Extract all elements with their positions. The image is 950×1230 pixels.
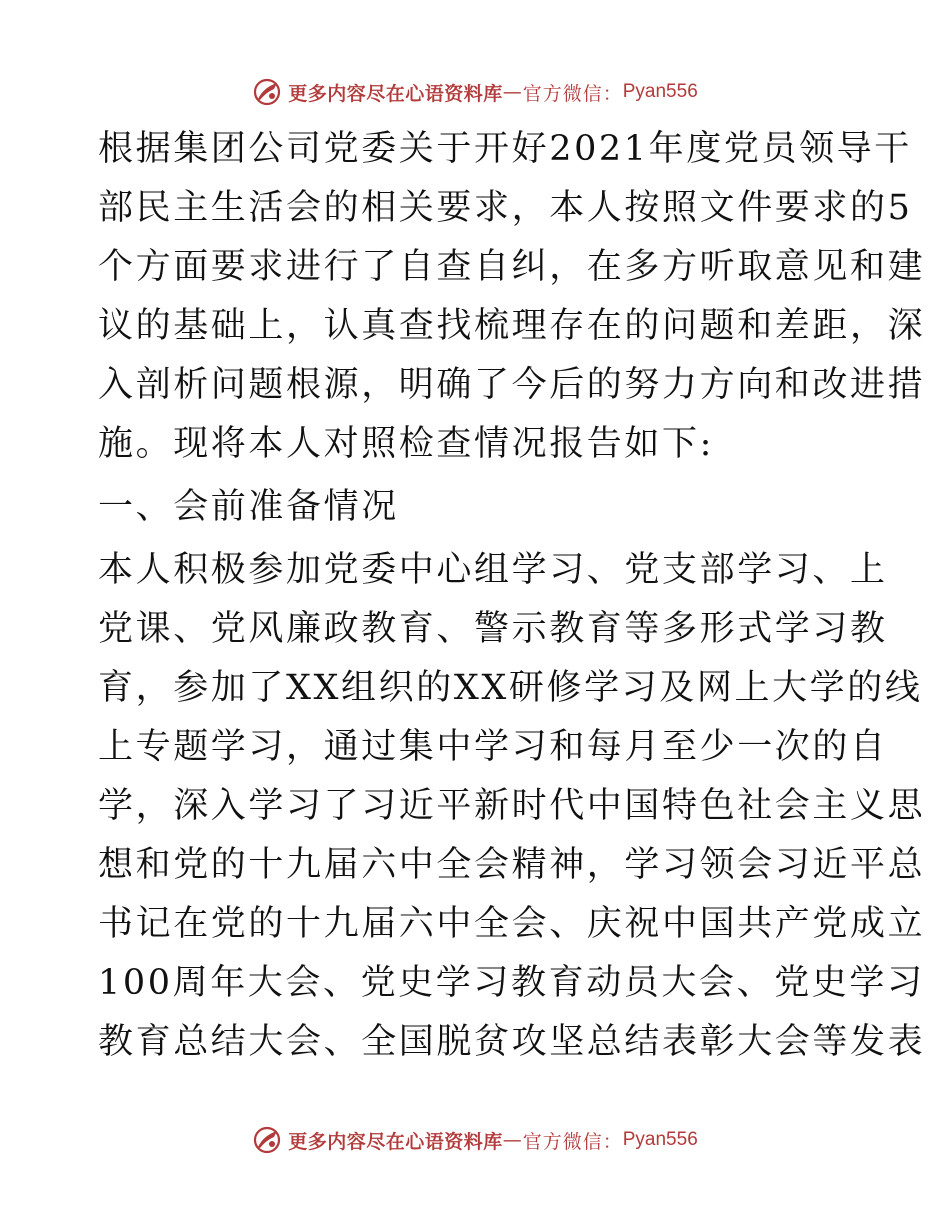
text-line: 想和党的十九届六中全会精神，学习领会习近平总 bbox=[98, 845, 926, 885]
text-line: 本人积极参加党委中心组学习、党支部学习、上 bbox=[98, 550, 888, 590]
section-heading bbox=[98, 478, 858, 537]
text-line: 学，深入学习了习近平新时代中国特色社会主义思 bbox=[98, 786, 926, 826]
header-watermark bbox=[0, 72, 950, 112]
text-line: 入剖析问题根源，明确了今后的努力方向和改进措 bbox=[98, 365, 926, 405]
text-line: 教育总结大会、全国脱贫攻坚总结表彰大会等发表 bbox=[98, 1022, 926, 1062]
text-line: 个方面要求进行了自查自纠，在多方听取意见和建 bbox=[98, 247, 926, 287]
paragraph-intro bbox=[98, 120, 926, 474]
text-line: 施。现将本人对照检查情况报告如下: bbox=[98, 424, 714, 464]
watermark-wechat-label: 官方微信： bbox=[522, 82, 623, 105]
watermark-dash: — bbox=[502, 81, 523, 103]
paragraph-preparation bbox=[98, 541, 926, 1072]
text-line: 100周年大会、党史学习教育动员大会、党史学习 bbox=[98, 963, 925, 1003]
watermark-wechat-id: Pyan556 bbox=[622, 81, 698, 102]
pen-logo-icon bbox=[252, 77, 282, 107]
watermark-wechat-id: Pyan556 bbox=[622, 1129, 698, 1150]
text-line: 育，参加了XX组织的XX研修学习及网上大学的线 bbox=[98, 668, 923, 708]
document-body bbox=[98, 120, 926, 1072]
text-line: 根据集团公司党委关于开好2021年度党员领导干 bbox=[98, 129, 912, 169]
text-line: 党课、党风廉政教育、警示教育等多形式学习教 bbox=[98, 609, 888, 649]
footer-watermark bbox=[0, 1120, 950, 1160]
watermark-title: 更多内容尽在心语资料库 bbox=[288, 82, 503, 105]
watermark-dash: — bbox=[502, 1129, 523, 1151]
text-line: 书记在党的十九届六中全会、庆祝中国共产党成立 bbox=[98, 904, 926, 944]
pen-logo-icon bbox=[252, 1125, 282, 1155]
text-line: 上专题学习，通过集中学习和每月至少一次的自 bbox=[98, 727, 888, 767]
watermark-title: 更多内容尽在心语资料库 bbox=[288, 1130, 503, 1153]
text-line: 议的基础上，认真查找梳理存在的问题和差距，深 bbox=[98, 306, 926, 346]
text-line: 部民主生活会的相关要求，本人按照文件要求的5 bbox=[98, 188, 913, 228]
heading-line: 一、会前准备情况 bbox=[98, 487, 399, 527]
watermark-wechat-label: 官方微信： bbox=[522, 1130, 623, 1153]
